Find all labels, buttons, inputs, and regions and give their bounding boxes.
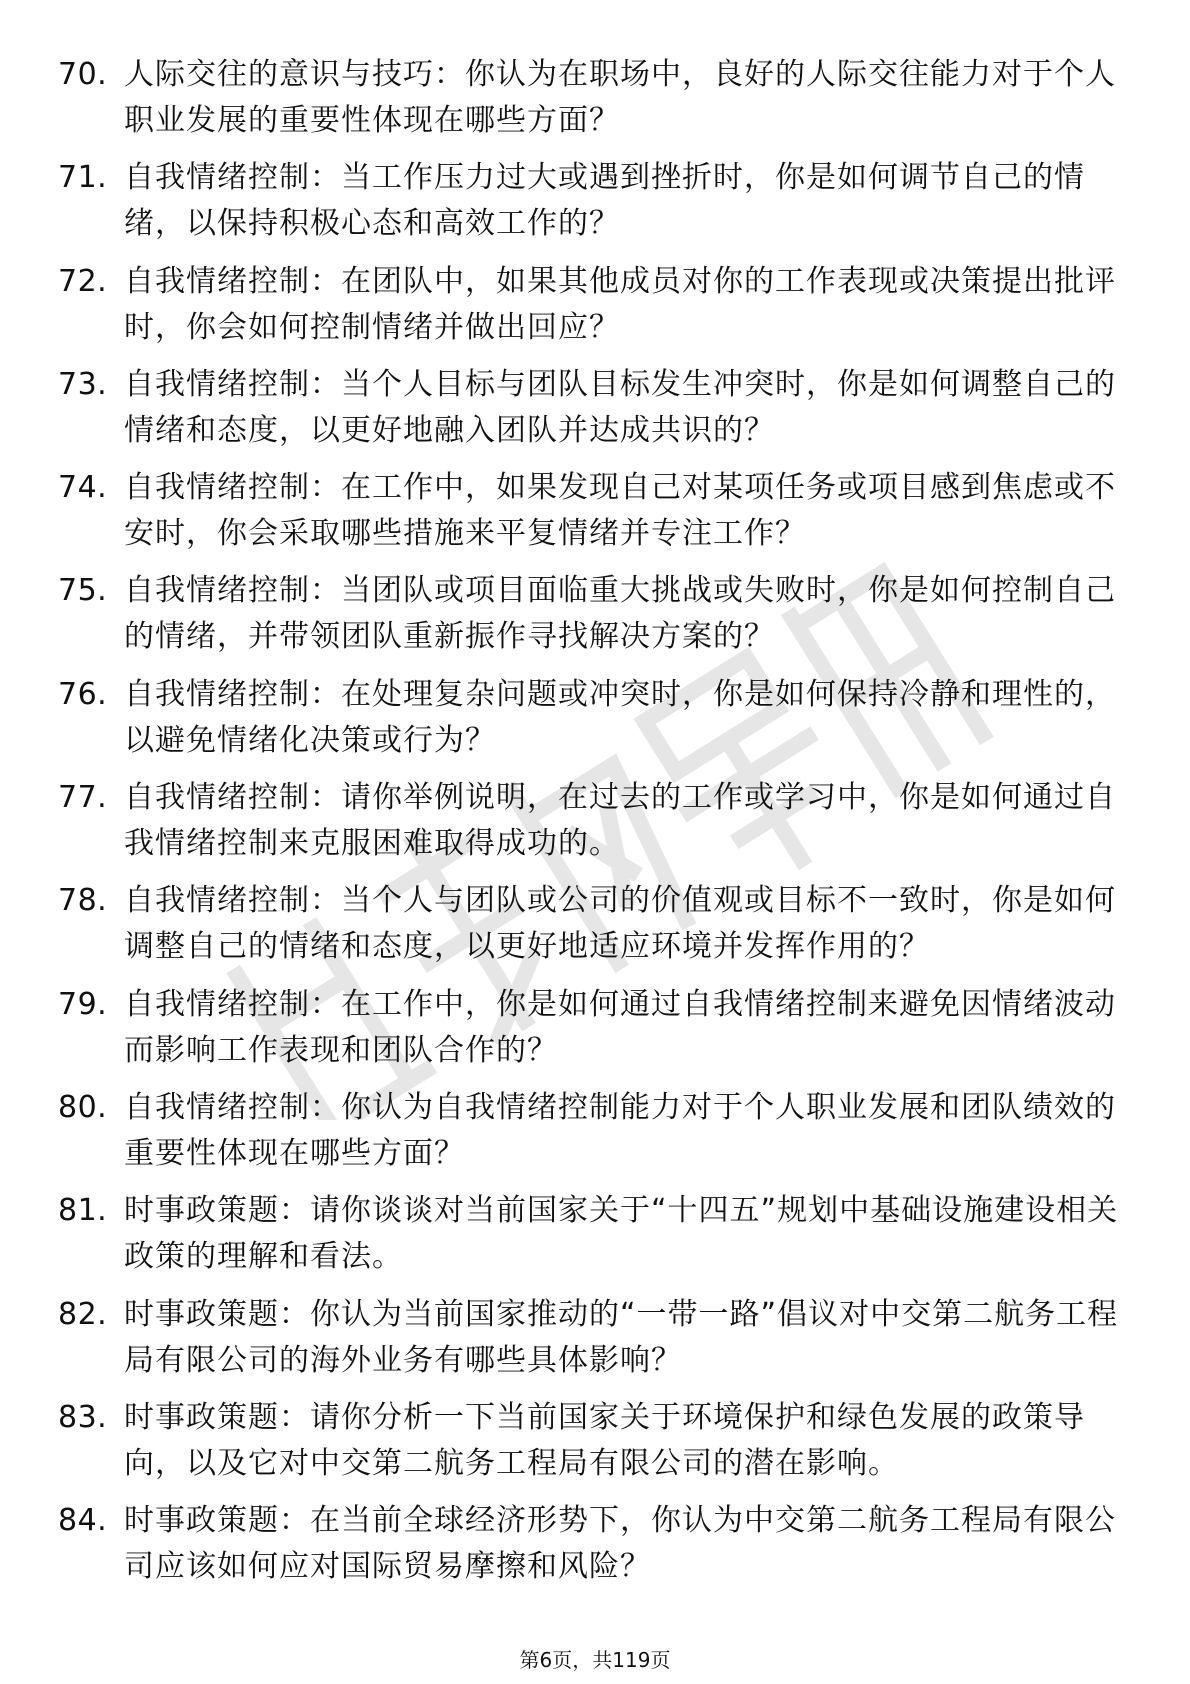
question-text: 自我情绪控制：在工作中，如果发现自己对某项任务或项目感到焦虑或不安时，你会采取哪些措施来平复情绪并专注工作？: [124, 470, 1116, 552]
question-number: 81.: [58, 1193, 108, 1229]
question-text: 时事政策题：请你谈谈对当前国家关于“十四五”规划中基础设施建设相关政策的理解和看法。: [124, 1193, 1119, 1275]
question-text: 自我情绪控制：你认为自我情绪控制能力对于个人职业发展和团队绩效的重要性体现在哪些方面？: [124, 1089, 1116, 1171]
question-item: [58, 1085, 1138, 1177]
question-text: 自我情绪控制：当工作压力过大或遇到挫折时，你是如何调节自己的情绪，以保持积极心态和高效工作的？: [124, 160, 1085, 242]
question-item: [58, 775, 1138, 867]
question-item: [58, 155, 1138, 247]
question-text: 自我情绪控制：当团队或项目面临重大挑战或失败时，你是如何控制自己的情绪，并带领团队重新振作寻找解决方案的？: [124, 573, 1116, 655]
question-text: 自我情绪控制：在团队中，如果其他成员对你的工作表现或决策提出批评时，你会如何控制情绪并做出回应？: [124, 263, 1116, 345]
question-text: 时事政策题：在当前全球经济形势下，你认为中交第二航务工程局有限公司应该如何应对国际贸易摩擦和风险？: [124, 1503, 1116, 1585]
question-text: 时事政策题：你认为当前国家推动的“一带一路”倡议对中交第二航务工程局有限公司的海外业务有哪些具体影响？: [124, 1296, 1119, 1378]
question-text: 时事政策题：请你分析一下当前国家关于环境保护和绿色发展的政策导向，以及它对中交第二航务工程局有限公司的潜在影响。: [124, 1399, 1085, 1481]
question-item: [58, 982, 1138, 1074]
question-number: 72.: [58, 263, 108, 299]
question-number: 80.: [58, 1089, 108, 1125]
question-text: 自我情绪控制：当个人目标与团队目标发生冲突时，你是如何调整自己的情绪和态度，以更好地融入团队并达成共识的？: [124, 366, 1116, 448]
question-text: 自我情绪控制：当个人与团队或公司的价值观或目标不一致时，你是如何调整自己的情绪和态度，以更好地适应环境并发挥作用的？: [124, 883, 1116, 965]
question-item: [58, 52, 1138, 144]
question-text: 自我情绪控制：在处理复杂问题或冲突时，你是如何保持冷静和理性的，以避免情绪化决策或行为？: [124, 676, 1116, 758]
question-item: [58, 672, 1138, 764]
question-item: [58, 1498, 1138, 1590]
question-number: 79.: [58, 986, 108, 1022]
question-number: 77.: [58, 780, 108, 816]
question-item: [58, 878, 1138, 970]
question-item: [58, 465, 1138, 557]
question-number: 82.: [58, 1296, 108, 1332]
question-text: 人际交往的意识与技巧：你认为在职场中，良好的人际交往能力对于个人职业发展的重要性体现在哪些方面？: [124, 57, 1116, 138]
page-number-label: 第6页，共119页: [519, 1648, 671, 1672]
question-text: 自我情绪控制：请你举例说明，在过去的工作或学习中，你是如何通过自我情绪控制来克服困难取得成功的。: [124, 780, 1116, 862]
question-number: 83.: [58, 1399, 108, 1435]
question-item: [58, 259, 1138, 351]
question-number: 74.: [58, 470, 108, 506]
question-number: 76.: [58, 676, 108, 712]
question-list: [58, 52, 1138, 1601]
question-item: [58, 362, 1138, 454]
question-item: [58, 1395, 1138, 1487]
question-number: 84.: [58, 1503, 108, 1539]
question-item: [58, 568, 1138, 660]
page-footer: [0, 1644, 1190, 1673]
question-text: 自我情绪控制：在工作中，你是如何通过自我情绪控制来避免因情绪波动而影响工作表现和团队合作的？: [124, 986, 1116, 1068]
question-number: 78.: [58, 883, 108, 919]
question-number: 73.: [58, 366, 108, 402]
question-item: [58, 1188, 1138, 1280]
question-number: 75.: [58, 573, 108, 609]
question-number: 70.: [58, 57, 108, 92]
question-item: [58, 1292, 1138, 1384]
question-number: 71.: [58, 160, 108, 196]
